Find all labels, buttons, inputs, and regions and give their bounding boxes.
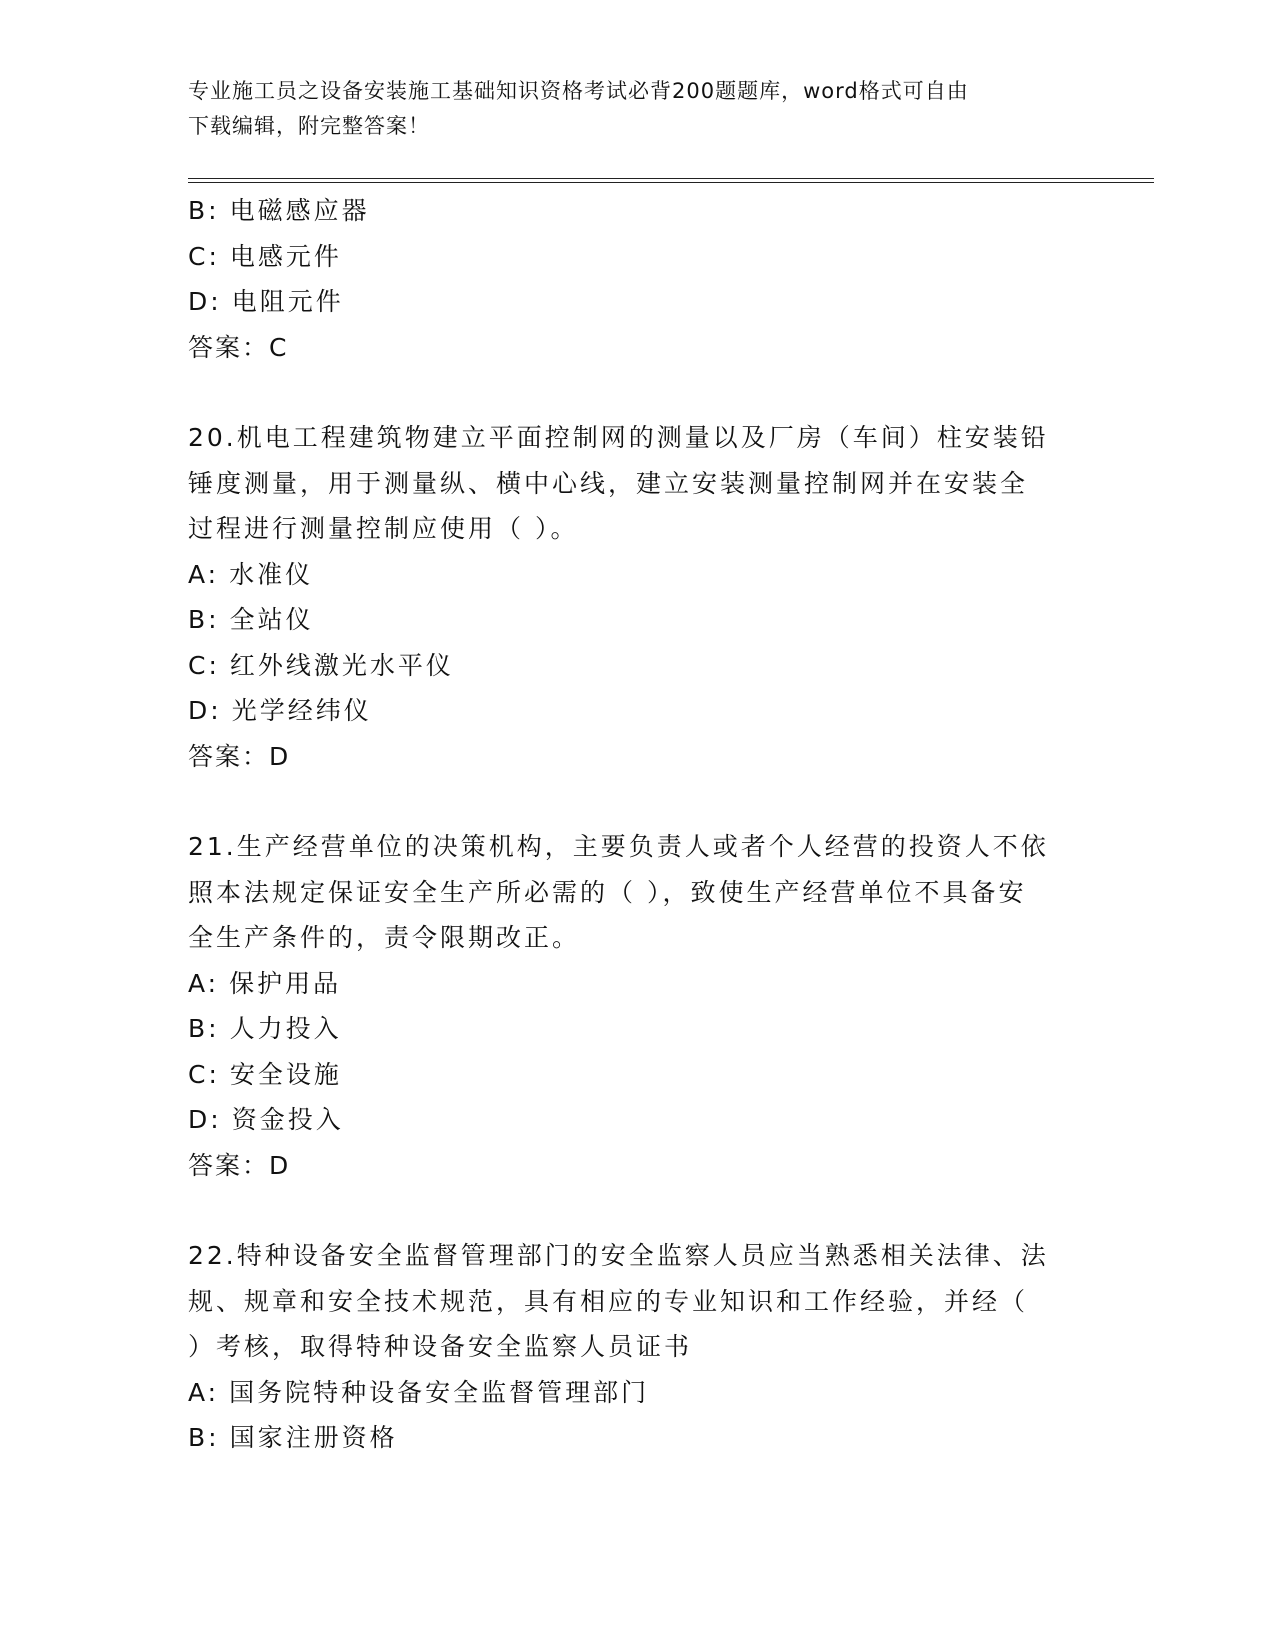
question-21 [188,824,1078,1188]
option-text: 电阻元件 [231,287,344,316]
question-text-line: 22.特种设备安全监督管理部门的安全监察人员应当熟悉相关法律、法 [188,1241,1049,1270]
option-key: B: [188,605,220,634]
option-key: D: [188,1105,222,1134]
option-key: B: [188,196,220,225]
question-text-line: 过程进行测量控制应使用（ ）。 [188,514,579,543]
option-a [188,1370,1078,1416]
question-text-line: 照本法规定保证安全生产所必需的（ ），致使生产经营单位不具备安 [188,877,1027,907]
header-line-2: 下载编辑，附完整答案！ [188,114,430,138]
option-b [188,1415,1078,1461]
answer-line: 答案：C [188,332,289,362]
option-key: D: [188,696,222,725]
question-content [188,188,1078,1461]
option-text: 全站仪 [229,605,314,634]
option-a [188,552,1078,598]
option-c [188,1052,1078,1098]
question-text-line: ）考核，取得特种设备安全监察人员证书 [188,1332,693,1361]
header-divider-bottom [188,182,1154,183]
option-text: 资金投入 [231,1105,344,1134]
option-key: B: [188,1423,220,1452]
answer-line: 答案：D [188,741,291,771]
option-text: 光学经纬仪 [231,696,372,725]
option-key: A: [188,559,220,589]
option-c [188,643,1078,689]
answer-line: 答案：D [188,1150,291,1180]
prev-question-block [188,188,1078,370]
option-b [188,597,1078,643]
option-b [188,188,1078,234]
header-line-1: 专业施工员之设备安装施工基础知识资格考试必背200题题库，word格式可自由 [188,79,969,103]
option-text: 国家注册资格 [229,1423,398,1452]
option-text: 红外线激光水平仪 [229,650,454,680]
option-d [188,1097,1078,1143]
option-key: A: [188,1377,220,1407]
option-key: C: [188,650,220,680]
header-divider-top [188,178,1154,179]
option-a [188,961,1078,1007]
option-text: 人力投入 [229,1014,342,1043]
option-text: 电感元件 [229,241,342,271]
option-b [188,1006,1078,1052]
spacer [188,370,1078,415]
option-key: A: [188,968,220,998]
option-text: 安全设施 [229,1059,342,1089]
option-d [188,279,1078,325]
document-header [188,74,1088,144]
question-text-line: 21.生产经营单位的决策机构，主要负责人或者个人经营的投资人不依 [188,832,1049,861]
option-text: 国务院特种设备安全监督管理部门 [229,1377,650,1407]
option-text: 水准仪 [229,559,314,589]
option-key: D: [188,287,222,316]
question-text-line: 全生产条件的，责令限期改正。 [188,923,581,952]
option-text: 保护用品 [229,968,342,998]
option-key: B: [188,1014,220,1043]
spacer [188,779,1078,824]
question-text-line: 规、规章和安全技术规范，具有相应的专业知识和工作经验，并经（ [188,1286,1029,1316]
spacer [188,1188,1078,1233]
question-text-line: 锤度测量，用于测量纵、横中心线，建立安装测量控制网并在安装全 [188,468,1029,498]
option-key: C: [188,1059,220,1089]
option-key: C: [188,241,220,271]
question-text-line: 20.机电工程建筑物建立平面控制网的测量以及厂房（车间）柱安装铅 [188,423,1049,452]
question-20 [188,415,1078,779]
question-22 [188,1233,1078,1461]
option-c [188,234,1078,280]
option-d [188,688,1078,734]
option-text: 电磁感应器 [229,196,370,225]
